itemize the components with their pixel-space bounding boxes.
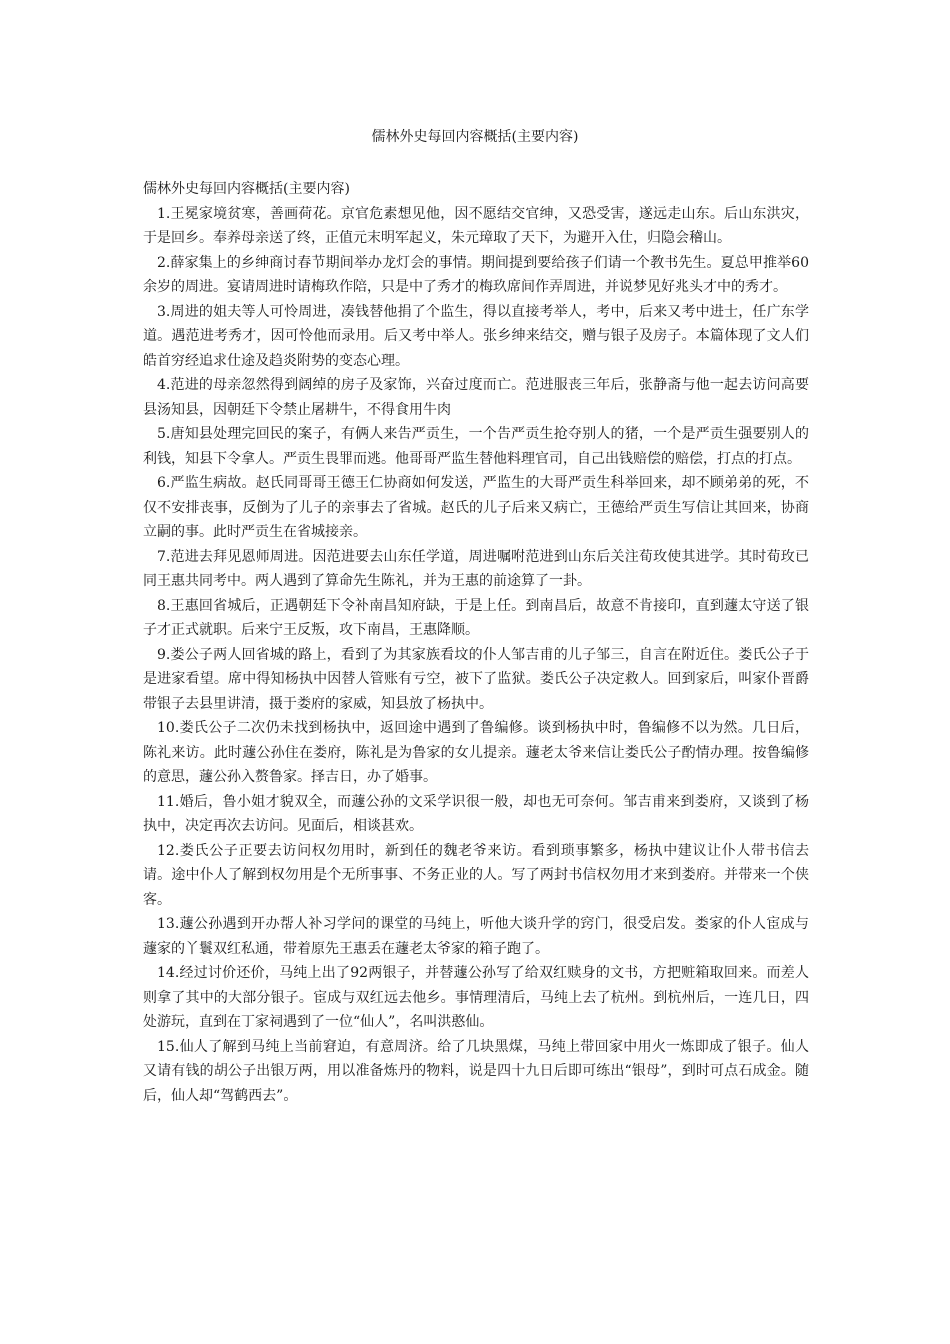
summary-paragraph-15: 15.仙人了解到马纯上当前窘迫，有意周济。给了几块黑煤，马纯上带回家中用火一炼即成了银子。仙人又请有钱的胡公子出银万两，用以准备炼丹的物料，说是四十九日后即可练出“银母”，到时可点石成金。随后，仙人却“驾鹤西去”。 (143, 1038, 809, 1104)
summary-paragraph-14: 14.经过讨价还价，马纯上出了92两银子，并替蘧公孙写了给双红赎身的文书，方把赃箱取回来。而差人则拿了其中的大部分银子。宦成与双红远去他乡。事情理清后，马纯上去了杭州。到杭州后，一连几日，四处游玩，直到在丁家祠遇到了一位“仙人”，名叫洪憨仙。 (143, 965, 809, 1030)
document-title: 儒林外史每回内容概括(主要内容) (371, 129, 579, 145)
summary-paragraph-1: 1.王冕家境贫寒，善画荷花。京官危素想见他，因不愿结交官绅，又恐受害，遂远走山东。后山东洪灾，于是回乡。奉养母亲送了终，正值元末明军起义，朱元璋取了天下，为避开入仕，归隐会稽山。 (143, 205, 809, 246)
summary-paragraph-4: 4.范进的母亲忽然得到阔绰的房子及家饰，兴奋过度而亡。范进服丧三年后，张静斋与他一起去访问高要县汤知县，因朝廷下令禁止屠耕牛，不得食用牛肉 (143, 377, 809, 418)
summary-paragraph-2: 2.薛家集上的乡绅商讨春节期间举办龙灯会的事情。期间提到要给孩子们请一个教书先生。夏总甲推举60余岁的周进。宴请周进时请梅玖作陪，只是中了秀才的梅玖席间作弄周进，并说梦见好兆头才中的秀才。 (143, 254, 809, 295)
summary-paragraph-7: 7.范进去拜见恩师周进。因范进要去山东任学道，周进嘱咐范进到山东后关注荀玫使其进学。其时荀玫已同王惠共同考中。两人遇到了算命先生陈礼，并为王惠的前途算了一卦。 (143, 548, 809, 589)
summary-paragraph-6: 6.严监生病故。赵氏同哥哥王德王仁协商如何发送，严监生的大哥严贡生科举回来，却不顾弟弟的死，不仅不安排丧事，反倒为了儿子的亲事去了省城。赵氏的儿子后来又病亡，王德给严贡生写信让其回来，协商立嗣的事。此时严贡生在省城接亲。 (143, 475, 809, 540)
summary-paragraph-11: 11.婚后，鲁小姐才貌双全，而蘧公孙的文采学识很一般，却也无可奈何。邹吉甫来到娄府，又谈到了杨执中，决定再次去访问。见面后，相谈甚欢。 (143, 793, 809, 834)
document-body (143, 177, 809, 1108)
summary-paragraph-10: 10.娄氏公子二次仍未找到杨执中，返回途中遇到了鲁编修。谈到杨执中时，鲁编修不以为然。几日后，陈礼来访。此时蘧公孙住在娄府，陈礼是为鲁家的女儿提亲。蘧老太爷来信让娄氏公子酌情办理。按鲁编修的意思，蘧公孙入赘鲁家。择吉日，办了婚事。 (143, 720, 809, 785)
summary-paragraph-8: 8.王惠回省城后，正遇朝廷下令补南昌知府缺，于是上任。到南昌后，故意不肯接印，直到蘧太守送了银子才正式就职。后来宁王反叛，攻下南昌，王惠降顺。 (143, 597, 809, 638)
summary-paragraph-3: 3.周进的姐夫等人可怜周进，凑钱替他捐了个监生，得以直接考举人，考中，后来又考中进士，任广东学道。遇范进考秀才，因可怜他而录用。后又考中举人。张乡绅来结交，赠与银子及房子。本篇体现了文人们皓首穷经追求仕途及趋炎附势的变态心理。 (143, 303, 809, 369)
summary-paragraph-9: 9.娄公子两人回省城的路上，看到了为其家族看坟的仆人邹吉甫的儿子邹三，自言在附近住。娄氏公子于是进家看望。席中得知杨执中因替人管账有亏空，被下了监狱。娄氏公子决定救人。回到家后，叫家仆晋爵带银子去县里讲清，摄于娄府的家威，知县放了杨执中。 (143, 646, 809, 712)
summary-paragraph-12: 12.娄氏公子正要去访问权勿用时，新到任的魏老爷来访。看到琐事繁多，杨执中建议让仆人带书信去请。途中仆人了解到权勿用是个无所事事、不务正业的人。写了两封书信权勿用才来到娄府。并带来一个侠客。 (143, 842, 809, 908)
summary-paragraph-5: 5.唐知县处理完回民的案子，有俩人来告严贡生，一个告严贡生抢夺别人的猪，一个是严贡生强要别人的利钱，知县下令拿人。严贡生畏罪而逃。他哥哥严监生替他料理官司，自己出钱赔偿的赔偿，打点的打点。 (143, 426, 809, 467)
document-subtitle: 儒林外史每回内容概括(主要内容) (143, 181, 350, 197)
summary-paragraph-13: 13.蘧公孙遇到开办帮人补习学问的课堂的马纯上，听他大谈升学的窍门，很受启发。娄家的仆人宦成与蘧家的丫鬟双红私通，带着原先王惠丢在蘧老太爷家的箱子跑了。 (143, 916, 809, 957)
